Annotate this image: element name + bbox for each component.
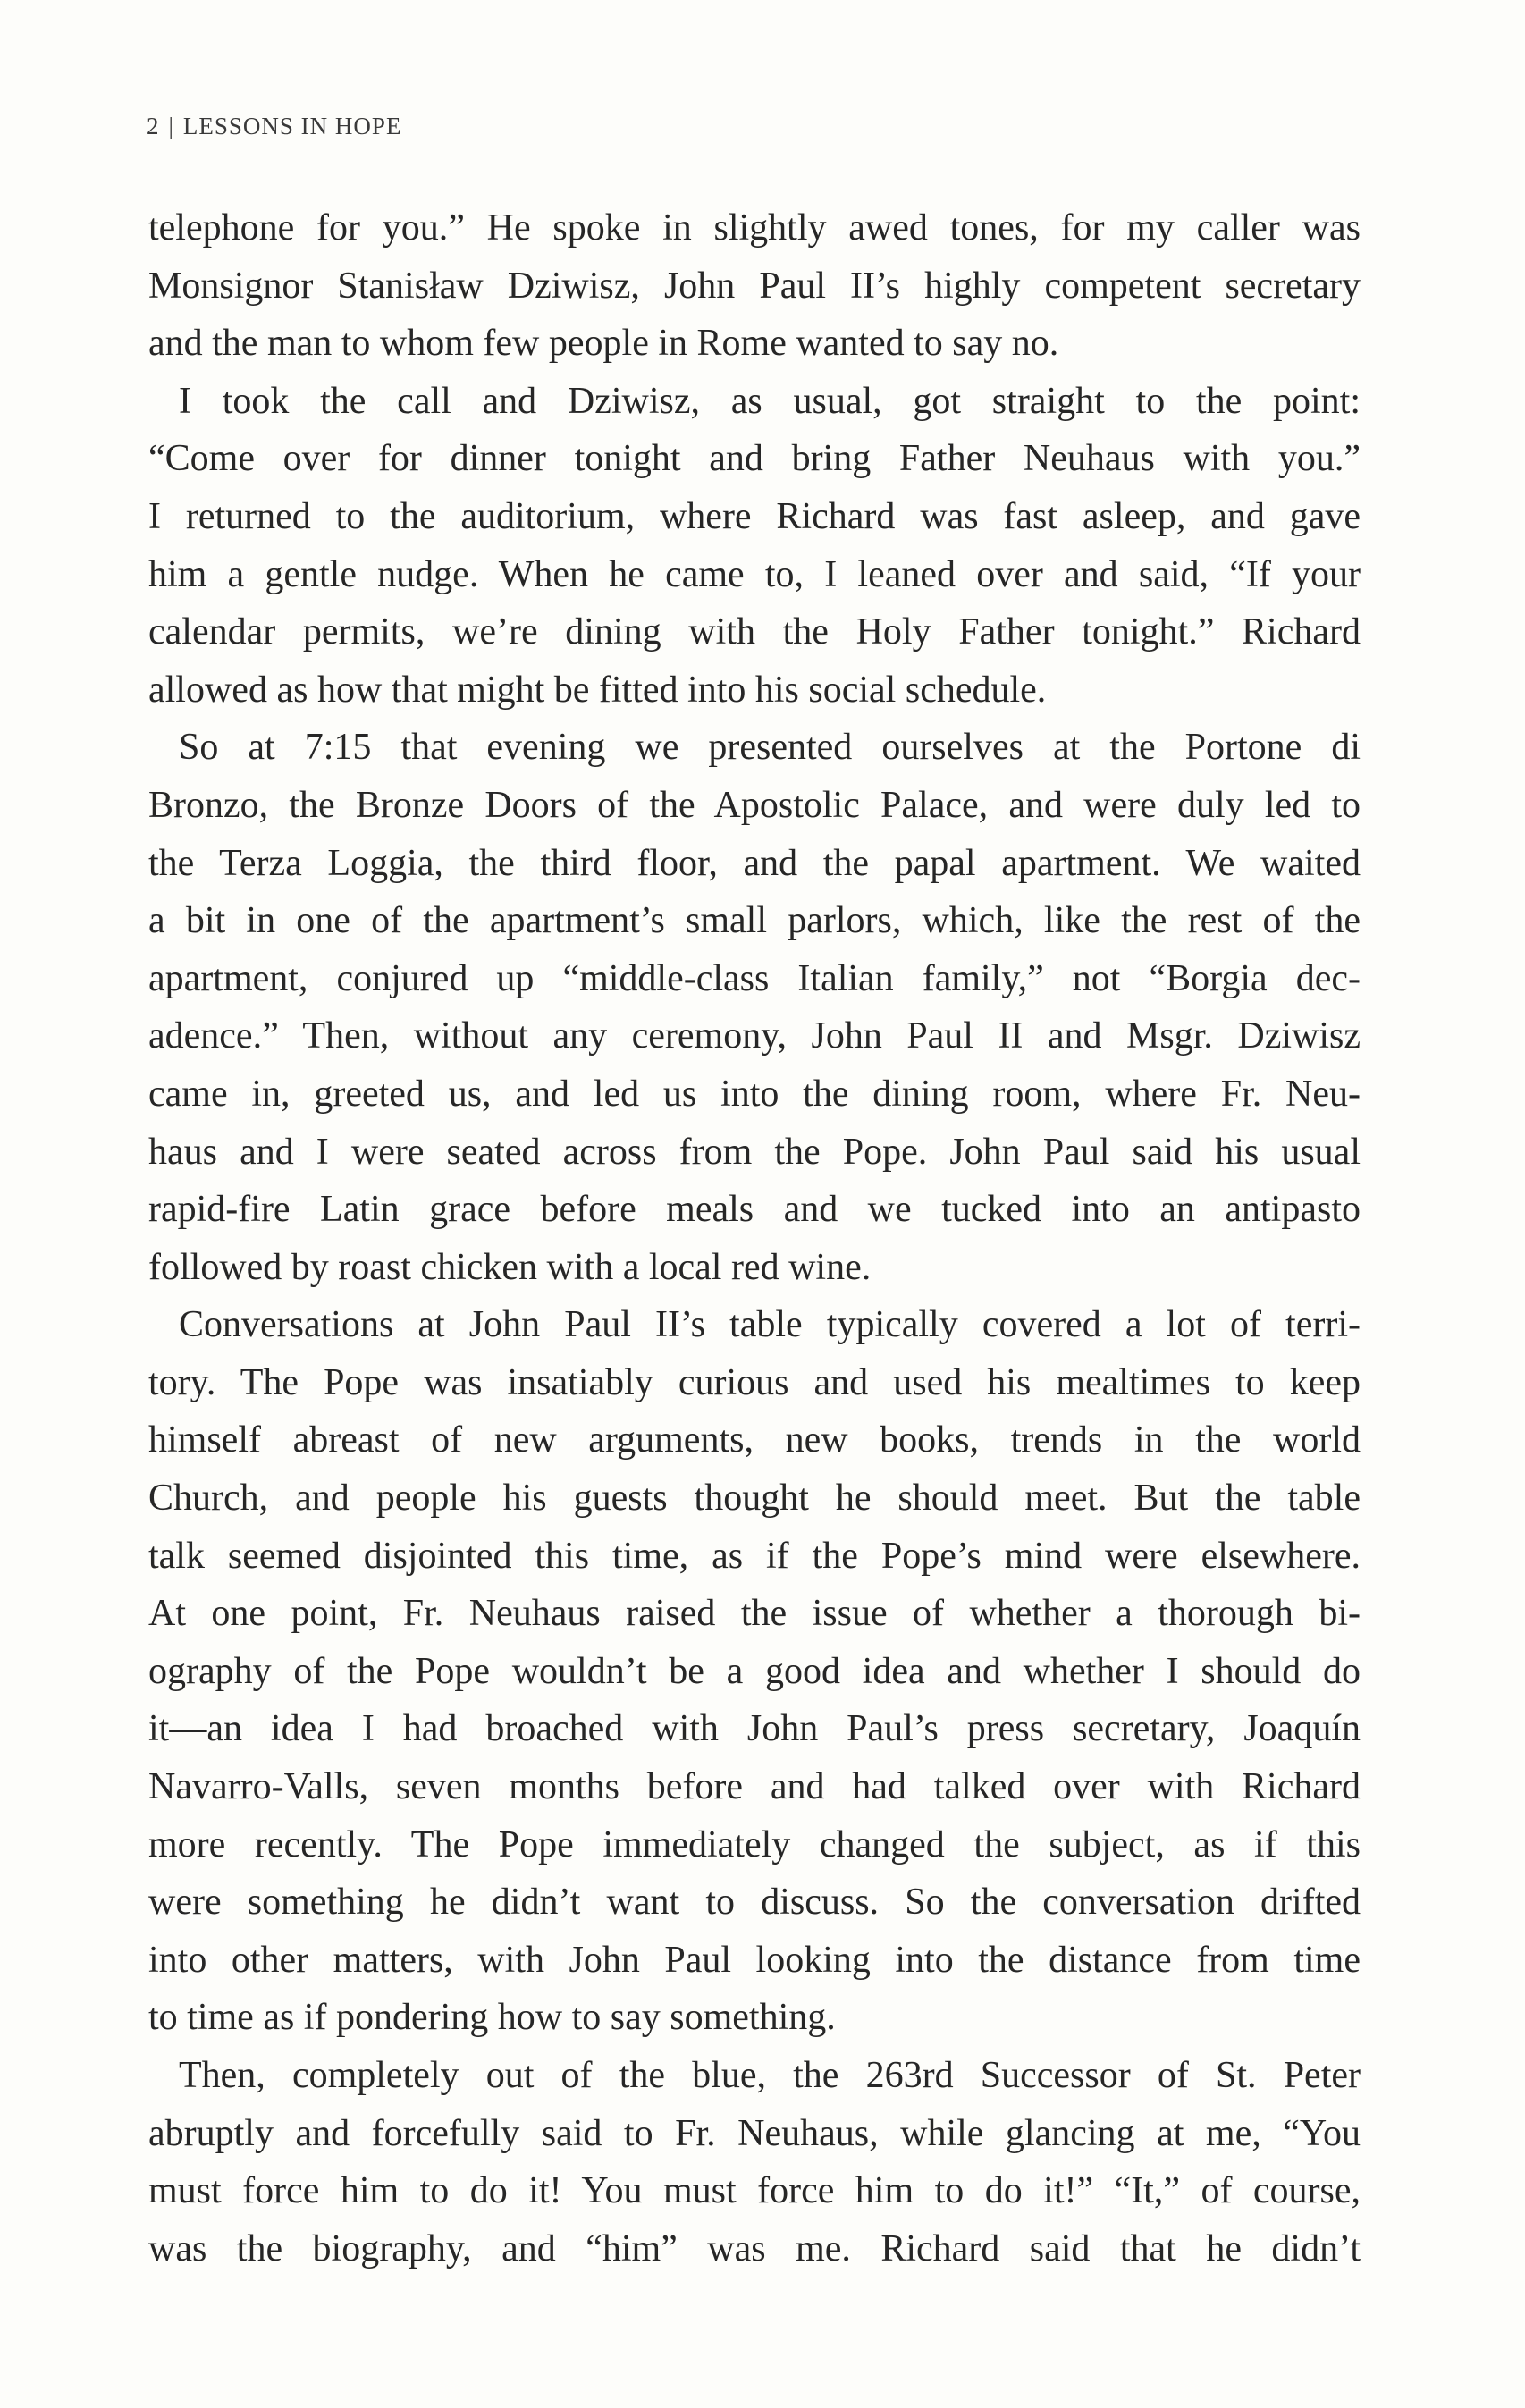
text-line: the Terza Loggia, the third floor, and the papal apartment. We waited [148, 842, 1361, 884]
text-line: So at 7:15 that evening we presented ourselves at the Portone di [179, 727, 1361, 769]
running-header [147, 113, 401, 140]
text-line: and the man to whom few people in Rome wanted to say no. [148, 323, 1059, 365]
text-line: followed by roast chicken with a local red wine. [148, 1246, 872, 1288]
text-line: apartment, conjured up “middle-class Italian family,” not “Borgia dec- [148, 957, 1361, 999]
paragraph [148, 373, 1361, 720]
text-line: Church, and people his guests thought he should meet. But the table [148, 1478, 1361, 1520]
text-line: was the biography, and “him” was me. Richard said that he didn’t [148, 2227, 1361, 2269]
text-line: tory. The Pope was insatiably curious and used his mealtimes to keep [148, 1361, 1361, 1403]
page-number: 2 [147, 113, 160, 139]
text-line: came in, greeted us, and led us into the dining room, where Fr. Neu- [148, 1073, 1361, 1115]
running-head-title: LESSONS IN HOPE [182, 113, 402, 139]
text-line: Bronzo, the Bronze Doors of the Apostolic Palace, and were duly led to [148, 784, 1361, 826]
text-line: a bit in one of the apartment’s small parlors, which, like the rest of the [148, 900, 1361, 942]
text-line: Navarro-Valls, seven months before and had talked over with Richard [148, 1766, 1361, 1808]
text-line: Then, completely out of the blue, the 263rd Successor of St. Peter [179, 2055, 1361, 2096]
text-line: adence.” Then, without any ceremony, John Paul II and Msgr. Dziwisz [148, 1015, 1361, 1057]
text-line: I took the call and Dziwisz, as usual, got straight to the point: [179, 380, 1361, 422]
paragraph [148, 719, 1361, 1296]
text-line: it—an idea I had broached with John Paul’s press secretary, Joaquín [148, 1708, 1361, 1750]
text-line: “Come over for dinner tonight and bring Father Neuhaus with you.” [148, 438, 1361, 480]
paragraph [148, 2047, 1361, 2277]
body-text [148, 199, 1361, 2277]
text-line: himself abreast of new arguments, new books, trends in the world [148, 1419, 1361, 1461]
paragraph [148, 1296, 1361, 2047]
text-line: Monsignor Stanisław Dziwisz, John Paul II’s highly competent secretary [148, 265, 1361, 307]
text-line: were something he didn’t want to discuss. So the conversation drifted [148, 1882, 1361, 1924]
text-line: to time as if pondering how to say something. [148, 1997, 836, 2039]
text-line: abruptly and forcefully said to Fr. Neuhaus, while glancing at me, “You [148, 2112, 1361, 2154]
text-line: Conversations at John Paul II’s table typically covered a lot of terri- [179, 1304, 1361, 1346]
text-line: calendar permits, we’re dining with the Holy Father tonight.” Richard [148, 611, 1361, 653]
text-line: ography of the Pope wouldn’t be a good idea and whether I should do [148, 1650, 1361, 1692]
text-line: haus and I were seated across from the Pope. John Paul said his usual [148, 1131, 1361, 1173]
text-line: allowed as how that might be fitted into his social schedule. [148, 669, 1047, 711]
text-line: more recently. The Pope immediately changed the subject, as if this [148, 1823, 1361, 1865]
paragraph [148, 199, 1361, 373]
text-line: must force him to do it! You must force him to do it!” “It,” of course, [148, 2170, 1361, 2212]
header-separator: | [168, 113, 174, 139]
text-line: At one point, Fr. Neuhaus raised the issue of whether a thorough bi- [148, 1593, 1361, 1635]
text-line: rapid-fire Latin grace before meals and we tucked into an antipasto [148, 1189, 1361, 1231]
text-line: into other matters, with John Paul looking into the distance from time [148, 1939, 1361, 1981]
text-line: him a gentle nudge. When he came to, I leaned over and said, “If your [148, 553, 1361, 595]
text-line: I returned to the auditorium, where Richard was fast asleep, and gave [148, 495, 1361, 537]
text-line: talk seemed disjointed this time, as if the Pope’s mind were elsewhere. [148, 1535, 1361, 1577]
text-line: telephone for you.” He spoke in slightly awed tones, for my caller was [148, 207, 1361, 248]
